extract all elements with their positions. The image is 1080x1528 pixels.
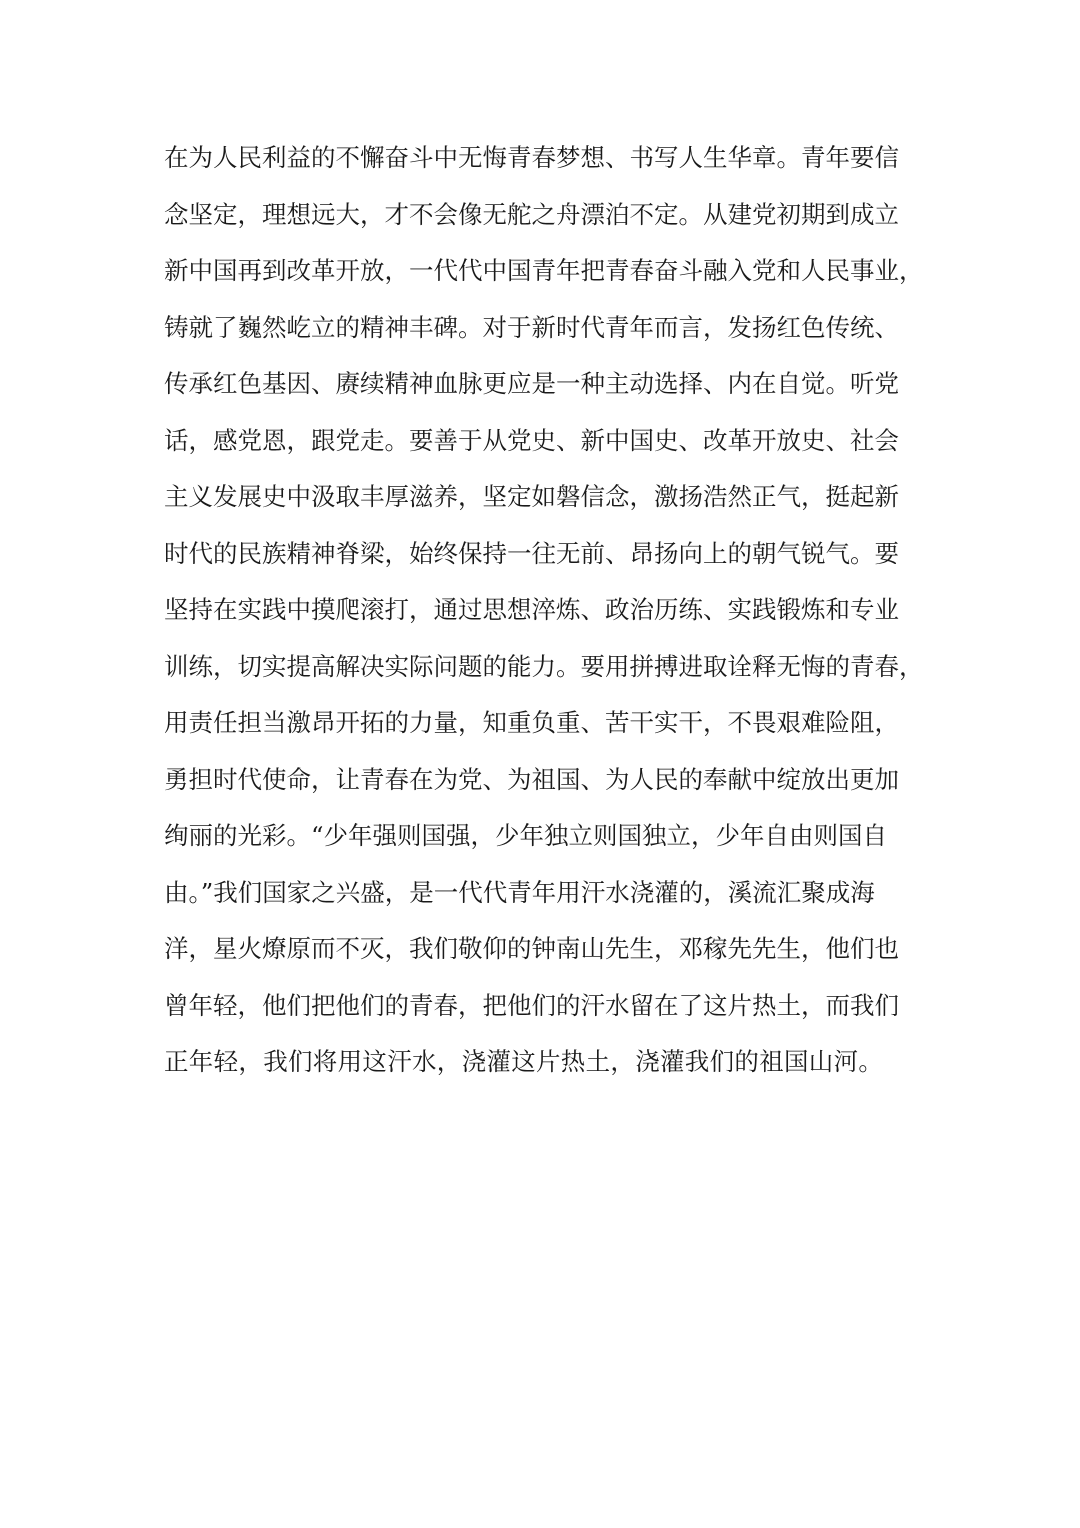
text-line: 时代的民族精神脊梁，始终保持一往无前、昂扬向上的朝气锐气。要 bbox=[164, 538, 899, 568]
text-line: 在为人民利益的不懈奋斗中无悔青春梦想、书写人生华章。青年要信 bbox=[164, 143, 899, 172]
text-line: 洋，星火燎原而不灭，我们敬仰的钟南山先生，邓稼先先生，他们也 bbox=[164, 934, 899, 963]
text-line: 由。”我们国家之兴盛，是一代代青年用汗水浇灌的，溪流汇聚成海 bbox=[164, 877, 875, 907]
text-line: 勇担时代使命，让青春在为党、为祖国、为人民的奉献中绽放出更加 bbox=[164, 764, 899, 794]
text-line: 传承红色基因、赓续精神血脉更应是一种主动选择、内在自觉。听党 bbox=[164, 369, 899, 398]
text-line: 新中国再到改革开放，一代代中国青年把青春奋斗融入党和人民事业， bbox=[164, 256, 924, 285]
text-line: 话，感党恩，跟党走。要善于从党史、新中国史、改革开放史、社会 bbox=[164, 425, 899, 455]
text-line: 绚丽的光彩。“少年强则国强，少年独立则国独立，少年自由则国自 bbox=[164, 821, 888, 850]
text-line: 正年轻，我们将用这汗水，浇灌这片热土，浇灌我们的祖国山河。 bbox=[164, 1047, 884, 1076]
text-line: 训练，切实提高解决实际问题的能力。要用拼搏进取诠释无悔的青春， bbox=[164, 651, 924, 681]
text-line: 主义发展史中汲取丰厚滋养，坚定如磐信念，激扬浩然正气，挺起新 bbox=[164, 482, 899, 511]
text-line: 念坚定，理想远大，才不会像无舵之舟漂泊不定。从建党初期到成立 bbox=[164, 199, 899, 229]
text-line: 坚持在实践中摸爬滚打，通过思想淬炼、政治历练、实践锻炼和专业 bbox=[164, 595, 899, 624]
text-line: 用责任担当激昂开拓的力量，知重负重、苦干实干，不畏艰难险阻， bbox=[164, 708, 899, 737]
text-line: 铸就了巍然屹立的精神丰碑。对于新时代青年而言，发扬红色传统、 bbox=[164, 312, 899, 342]
text-line: 曾年轻，他们把他们的青春，把他们的汗水留在了这片热土，而我们 bbox=[164, 990, 899, 1020]
body-paragraph bbox=[164, 130, 944, 1091]
